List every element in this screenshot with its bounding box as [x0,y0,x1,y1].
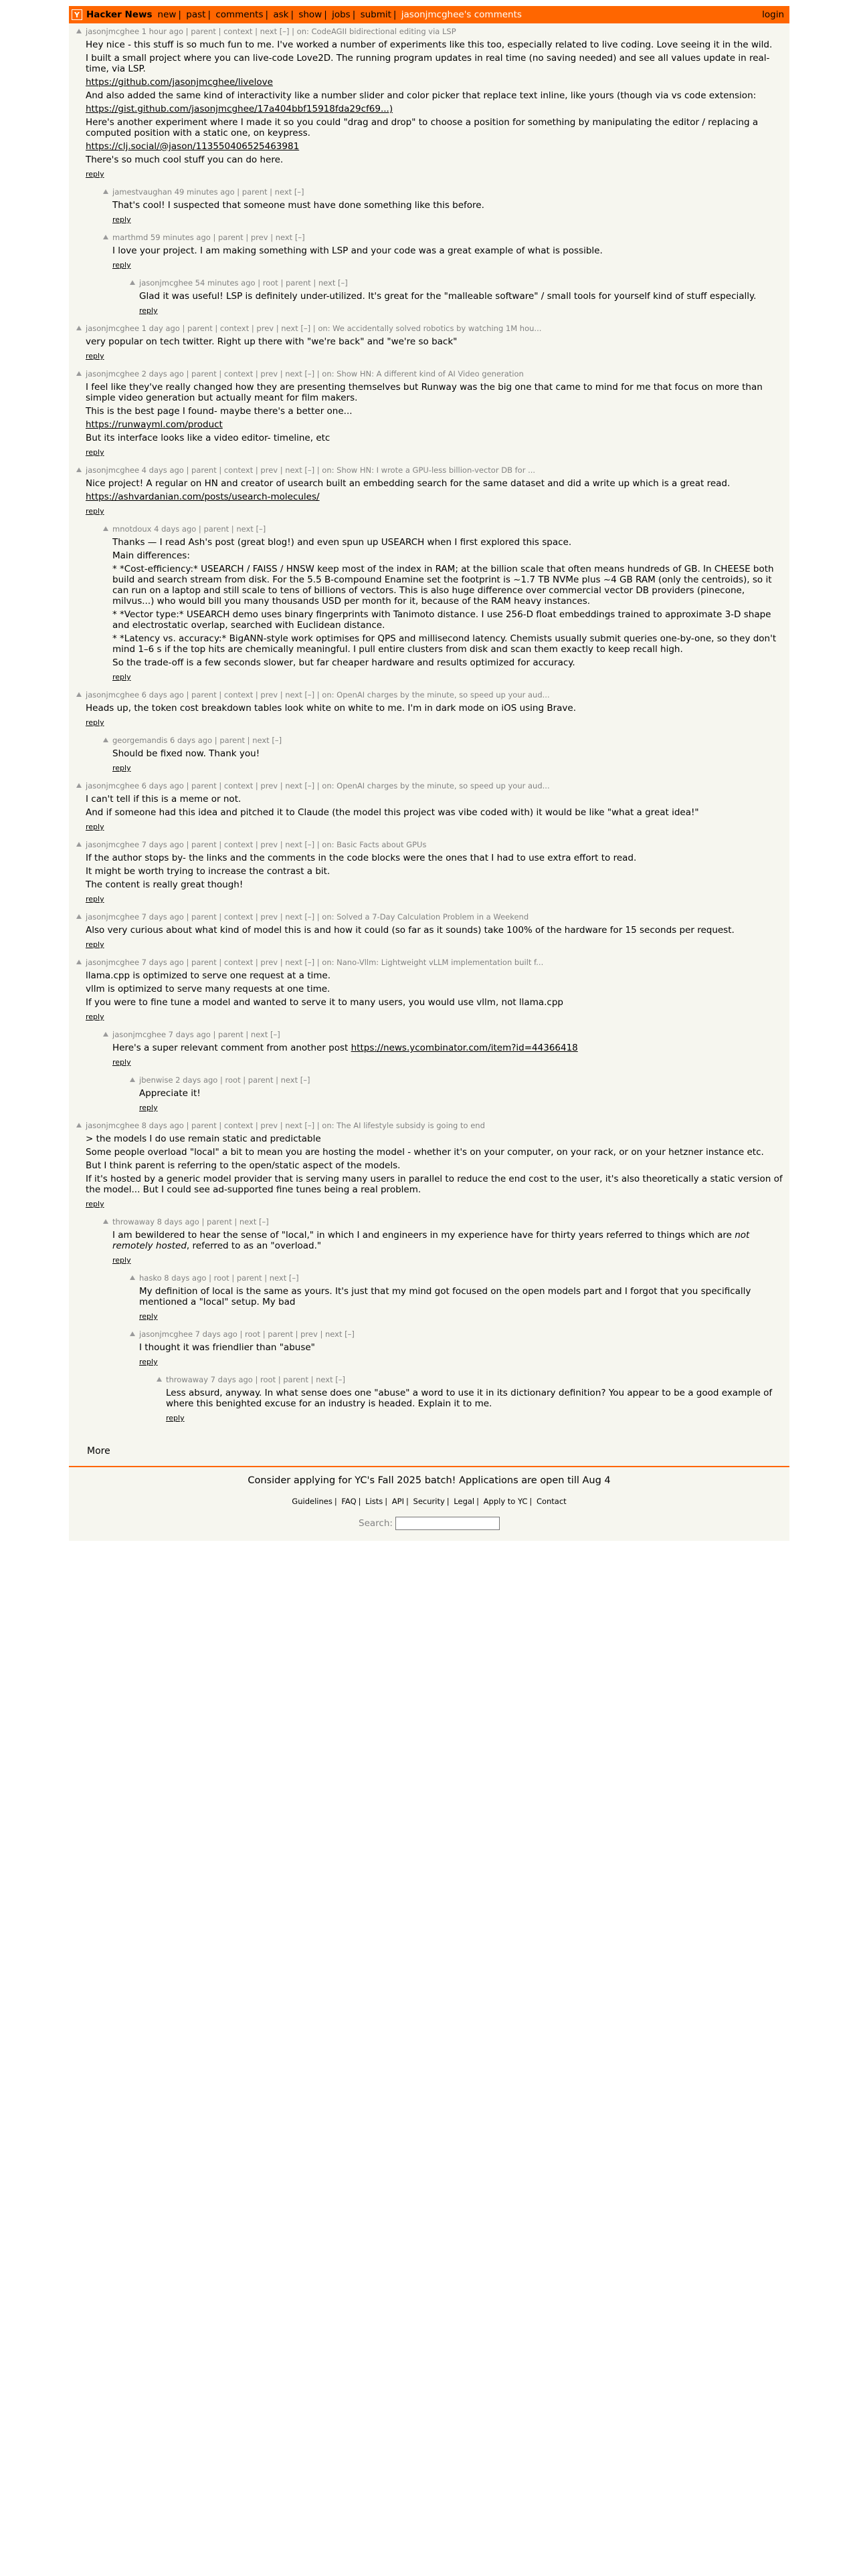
paragraph-text: I can't tell if this is a meme or not. [86,794,242,804]
nav-comments[interactable]: comments [215,9,264,20]
comment [69,912,789,950]
paragraph-text: , referred to as an "overload." [186,1241,322,1251]
comment-text [86,703,784,714]
comment-text [86,1134,784,1195]
external-link[interactable]: https://github.com/jasonjmcghee/livelove [86,77,273,88]
comment-text [112,1230,784,1251]
hn-page [69,6,789,1541]
comment-text [112,537,784,668]
comment [96,736,789,773]
comment-paragraph [86,39,784,50]
comment-link[interactable] [86,77,784,88]
footer-link-apply[interactable]: Apply to YC [483,1497,528,1506]
nav-new[interactable]: new [157,9,177,20]
paragraph-text: There's so much cool stuff you can do here. [86,154,284,165]
paragraph-text: Less absurd, anyway. In what sense does one "abuse" a word to use it in its dictionary definition? You appear to be a good example of where this benighted excuse for an industry is headed. Explain it to me. [166,1388,773,1409]
comment-meta[interactable]: jasonjmcghee 4 days ago | parent | context | prev | next [–] | on: Show HN: I wrote a GPU-less billion-vector DB for ... [86,465,536,475]
external-link[interactable]: https://gist.github.com/jasonjmcghee/17a404bbf15918fda29cf69...) [86,104,393,114]
paragraph-text: Here's a super relevant comment from another post [112,1043,351,1053]
upvote-arrow-icon[interactable] [76,960,82,964]
paragraph-text: Main differences: [112,550,190,561]
comment-text [112,245,784,256]
footer [69,1467,789,1541]
reply-link[interactable]: reply [86,170,104,179]
comment-meta[interactable]: jasonjmcghee 7 days ago | parent | context | prev | next [–] | on: Basic Facts about GPUs [86,840,427,849]
paragraph-text: vllm is optimized to serve many requests at one time. [86,984,330,994]
comment-paragraph [86,866,784,877]
comment-paragraph [86,970,784,981]
comment-paragraph [86,879,784,890]
footer-link-contact[interactable]: Contact [536,1497,567,1506]
comment-meta[interactable]: throwaway 8 days ago | parent | next [–] [112,1217,269,1226]
comment-link[interactable] [86,141,784,152]
comment [149,1375,789,1423]
comment-paragraph [86,1134,784,1144]
comment-paragraph [139,291,784,302]
paragraph-text: very popular on tech twitter. Right up there with "we're back" and "we're so back" [86,336,458,347]
comment-paragraph [166,1388,784,1409]
upvote-arrow-icon[interactable] [76,29,82,33]
reply-link[interactable]: reply [112,1058,131,1067]
top-bar [69,6,789,23]
comment-meta[interactable]: jasonjmcghee 6 days ago | parent | context | prev | next [–] | on: OpenAI charges by the minute, so speed up your aud... [86,781,550,790]
footer-link-security[interactable]: Security [413,1497,445,1506]
reply-link[interactable]: reply [112,1256,131,1265]
comment-text [86,970,784,1008]
more-link[interactable]: More [87,1446,110,1457]
comment-paragraph [86,1174,784,1195]
nav-past[interactable]: past [186,9,206,20]
nav-show[interactable]: show [298,9,322,20]
paragraph-text: > the models I do use remain static and predictable [86,1134,321,1144]
comment-paragraph [86,382,784,403]
comment-text [166,1388,784,1409]
upvote-arrow-icon[interactable] [103,526,108,531]
upvote-arrow-icon[interactable] [76,371,82,376]
comment-paragraph [112,564,784,607]
footer-link-legal[interactable]: Legal [454,1497,475,1506]
comment-meta[interactable]: jasonjmcghee 7 days ago | parent | context | prev | next [–] | on: Solved a 7-Day Calculation Problem in a Weekend [86,912,529,922]
comment-text [86,853,784,890]
paragraph-text: And if someone had this idea and pitched it to Claude (the model this project was vibe coded with) it would be like "what a great idea!" [86,807,699,818]
upvote-arrow-icon[interactable] [76,692,82,697]
comment-paragraph [112,1230,784,1251]
paragraph-text: But I think parent is referring to the open/static aspect of the models. [86,1160,401,1171]
comment-paragraph [86,154,784,165]
comment [96,233,789,270]
comment-list [69,23,789,1436]
comment-paragraph [86,433,784,443]
upvote-arrow-icon[interactable] [103,189,108,194]
comment-paragraph [112,537,784,548]
comment-text [139,1088,784,1099]
comment [69,781,789,832]
footer-link-api[interactable]: API [391,1497,404,1506]
search-label: Search: [359,1518,393,1529]
comment-paragraph [86,117,784,138]
comment-paragraph [139,1088,784,1099]
footer-link-lists[interactable]: Lists [365,1497,383,1506]
comment-paragraph [86,794,784,804]
upvote-arrow-icon[interactable] [76,914,82,919]
comment-paragraph [86,853,784,863]
reply-link[interactable]: reply [112,764,131,772]
comment [122,278,789,316]
comment-meta[interactable]: marthmd 59 minutes ago | parent | prev | next [–] [112,233,305,242]
comment [69,465,789,516]
comment-text [86,925,784,936]
paragraph-text: If the author stops by- the links and the comments in the code blocks were the ones that I had to use extra effort to read. [86,853,637,863]
paragraph-text: Also very curious about what kind of model this is and how it could (so far as it sounds) take 100% of the hardware for 15 seconds per request. [86,925,735,936]
comment [96,524,789,682]
reply-link[interactable]: reply [86,507,104,516]
comment-text [86,794,784,818]
comment-meta[interactable]: jasonjmcghee 2 days ago | parent | context | prev | next [–] | on: Show HN: A different kind of AI Video generation [86,369,524,379]
reply-link[interactable]: reply [86,895,104,903]
comment-text [86,382,784,443]
paragraph-text: If it's hosted by a generic model provider that is serving many users in parallel to reduce the end cost to the user, it's also theoretically a static version of the model... But I could see ad-supported fine tunes being a real problem. [86,1174,783,1195]
external-link[interactable]: https://runwayml.com/product [86,419,223,430]
comment [69,690,789,728]
comment [122,1329,789,1367]
nav-links: new | past | comments | ask | show | jobs | submit | jasonjmcghee's comments [157,9,522,20]
reply-link[interactable]: reply [86,823,104,831]
comment-paragraph [86,1160,784,1171]
comment-paragraph [112,245,784,256]
paragraph-text: I built a small project where you can live-code Love2D. The running program updates in real time (no saving needed) and see all values update in real-time, via LSP. [86,53,770,74]
upvote-arrow-icon[interactable] [103,235,108,239]
paragraph-text: Appreciate it! [139,1088,201,1099]
upvote-arrow-icon[interactable] [76,326,82,330]
comment-meta[interactable]: jasonjmcghee 7 days ago | parent | next [–] [112,1030,280,1039]
comment [96,1030,789,1067]
paragraph-text: * *Vector type:* USEARCH demo uses binary fingerprints with Tanimoto distance. I use 256-D float embeddings trained to approximate 3-D shape and electrostatic overlap, searched with Euclidean distance. [112,609,771,631]
comment-meta[interactable]: jasonjmcghee 1 hour ago | parent | context | next [–] | on: CodeAGII bidirectional editing via LSP [86,27,456,36]
paragraph-text: * *Latency vs. accuracy:* BigANN-style work optimises for QPS and millisecond latency. Chemists usually submit queries one-by-one, so they don't mind 1–6 s if the top hits are chemically meaningful. I pull entire clusters from disk and scan them exactly to keep recall high. [112,633,777,655]
upvote-arrow-icon[interactable] [130,1077,135,1082]
comment-text [112,200,784,211]
nav-ask[interactable]: ask [273,9,289,20]
comment-link[interactable] [86,104,784,114]
paragraph-text: * *Cost-efficiency:* USEARCH / FAISS / HNSW keep most of the index in RAM; at the billion scale that often means hundreds of GB. In CHEESE both build and search stream from disk. For the 5.5 B-compound Enamine set the footprint is ~1.7 TB NVMe plus ~4 GB RAM (only the centroids), so it can run on a laptop and still scale to tens of billions of vectors. This is also huge difference over commercial vector DB providers (pinecone, milvus...) who would bill you many thousands USD per month for it, because of the RAM heavy instances. [112,564,774,607]
comment [69,840,789,904]
comment [96,187,789,225]
comment-link[interactable] [86,492,784,502]
reply-link[interactable]: reply [86,1200,104,1208]
comment-paragraph [86,406,784,417]
upvote-arrow-icon[interactable] [76,1123,82,1128]
paragraph-text: Nice project! A regular on HN and creator of usearch built an embedding search for the same dataset and did a write up which is a great read. [86,478,731,489]
paragraph-text: This is the best page I found- maybe there's a better one... [86,406,353,417]
nav-jobs[interactable]: jobs [332,9,351,20]
reply-link[interactable]: reply [112,673,131,681]
upvote-arrow-icon[interactable] [157,1377,162,1382]
comment-meta[interactable]: jasonjmcghee 6 days ago | parent | context | prev | next [–] | on: OpenAI charges by the minute, so speed up your aud... [86,690,550,700]
login-link[interactable]: login [762,9,784,20]
search-form [69,1517,789,1530]
yc-apply-banner[interactable]: Consider applying for YC's Fall 2025 batch! Applications are open till Aug 4 [248,1475,611,1486]
comment [122,1075,789,1113]
comment-paragraph [112,550,784,561]
search-input[interactable] [395,1517,500,1530]
paragraph-text: Should be fixed now. Thank you! [112,748,260,759]
upvote-arrow-icon[interactable] [76,467,82,472]
paragraph-text: llama.cpp is optimized to serve one request at a time. [86,970,330,981]
comment [69,369,789,457]
emphasis-text: not remotely hosted [112,1230,750,1251]
upvote-arrow-icon[interactable] [76,842,82,847]
reply-link[interactable]: reply [139,1358,158,1366]
paragraph-text: I thought it was friendlier than "abuse" [139,1342,315,1353]
comment-paragraph [86,703,784,714]
comment [122,1273,789,1321]
paragraph-text: That's cool! I suspected that someone must have done something like this before. [112,200,484,211]
comment [96,1217,789,1265]
comment-text [112,748,784,759]
footer-links: Guidelines | FAQ | Lists | API | Security | Legal | Apply to YC | Contact [292,1497,567,1506]
comment-paragraph [86,478,784,489]
reply-link[interactable]: reply [139,1103,158,1112]
comment-paragraph [86,984,784,994]
upvote-arrow-icon[interactable] [103,738,108,742]
paragraph-text: Heads up, the token cost breakdown tables look white on white to me. I'm in dark mode on iOS using Brave. [86,703,577,714]
comment-paragraph [112,748,784,759]
upvote-arrow-icon[interactable] [103,1219,108,1224]
paragraph-text: Some people overload "local" a bit to mean you are hosting the model - whether it's on your computer, on your rack, or on your hetzner instance etc. [86,1147,764,1158]
upvote-arrow-icon[interactable] [103,1032,108,1037]
comment-paragraph [86,1147,784,1158]
reply-link[interactable]: reply [86,352,104,360]
comment-text [86,478,784,502]
comment-paragraph [86,90,784,101]
reply-link[interactable]: reply [139,1312,158,1321]
comment [69,1121,789,1209]
comment-meta[interactable]: jbenwise 2 days ago | root | parent | next [–] [139,1075,310,1085]
comment-meta[interactable]: jasonjmcghee 54 minutes ago | root | parent | next [–] [139,278,348,288]
footer-link-faq[interactable]: FAQ [341,1497,357,1506]
comment-meta[interactable]: georgemandis 6 days ago | parent | next [–] [112,736,282,745]
comment-text [86,336,784,347]
reply-link[interactable]: reply [112,215,131,224]
external-link[interactable]: https://ashvardanian.com/posts/usearch-molecules/ [86,492,320,502]
comment-paragraph [139,1286,784,1307]
comment-text [139,1286,784,1307]
paragraph-text: If you were to fine tune a model and wanted to serve it to many users, you would use vllm, not llama.cpp [86,997,563,1008]
paragraph-text: Thanks — I read Ash's post (great blog!) and even spun up USEARCH when I first explored this space. [112,537,572,548]
comment-paragraph [112,1043,784,1053]
paragraph-text: It might be worth trying to increase the contrast a bit. [86,866,330,877]
comment-paragraph [86,336,784,347]
comment-paragraph [86,807,784,818]
comment-paragraph [112,609,784,631]
comment-paragraph [112,633,784,655]
external-link[interactable]: https://news.ycombinator.com/item?id=44366418 [351,1043,578,1053]
comment-paragraph [86,925,784,936]
comment-meta[interactable]: throwaway 7 days ago | root | parent | next [–] [166,1375,345,1384]
paragraph-text: I am bewildered to hear the sense of "local," in which I and engineers in my experience have for thirty years referred to things which are [112,1230,735,1241]
comment-text [86,39,784,165]
paragraph-text: Here's another experiment where I made it so you could "drag and drop" to choose a position for something by manipulating the editor / replacing a computed position with a static one, on keypress. [86,117,759,138]
comment-meta[interactable]: mnotdoux 4 days ago | parent | next [–] [112,524,266,534]
reply-link[interactable]: reply [86,940,104,949]
paragraph-text: I feel like they've really changed how they are presenting themselves but Runway was the big one that came to mind for me that focus on more than simple video generation but actually meant for film makers. [86,382,763,403]
reply-link[interactable]: reply [139,306,158,315]
paragraph-text: My definition of local is the same as yours. It's just that my mind got focused on the open models part and I forgot that you specifically mentioned a "local" setup. My bad [139,1286,751,1307]
y-logo-icon[interactable]: Y [72,9,82,20]
comment-meta[interactable]: jasonjmcghee 8 days ago | parent | context | prev | next [–] | on: The AI lifestyle subsidy is going to end [86,1121,485,1130]
reply-link[interactable]: reply [166,1414,185,1422]
paragraph-text: And also added the same kind of interactivity like a number slider and color picker that replace text inline, like yours (though via vs code extension: [86,90,757,101]
reply-link[interactable]: reply [86,718,104,727]
comment [69,324,789,361]
comment-meta[interactable]: jamestvaughan 49 minutes ago | parent | next [–] [112,187,304,197]
comment-link[interactable] [86,419,784,430]
paragraph-text: I love your project. I am making something with LSP and your code was a great example of what is possible. [112,245,603,256]
paragraph-text: So the trade-off is a few seconds slower, but far cheaper hardware and results optimized for accuracy. [112,657,575,668]
comment-text [112,1043,784,1053]
comment-paragraph [112,200,784,211]
upvote-arrow-icon[interactable] [130,1275,135,1280]
comment-text [139,291,784,302]
paragraph-text: Hey nice - this stuff is so much fun to me. I've worked a number of experiments like this too, especially related to live coding. Love seeing it in the wild. [86,39,773,50]
paragraph-text: Glad it was useful! LSP is definitely under-utilized. It's great for the "malleable software" / small tools for yourself kind of stuff especially. [139,291,757,302]
comment-meta[interactable]: jasonjmcghee 7 days ago | parent | context | prev | next [–] | on: Nano-Vllm: Lightweight vLLM implementation built f... [86,958,544,967]
reply-link[interactable]: reply [112,261,131,270]
upvote-arrow-icon[interactable] [76,783,82,788]
site-name-link[interactable]: Hacker News [86,9,153,20]
reply-link[interactable]: reply [86,1012,104,1021]
comment-paragraph [139,1342,784,1353]
comment-paragraph [86,997,784,1008]
upvote-arrow-icon[interactable] [130,1331,135,1336]
paragraph-text: The content is really great though! [86,879,244,890]
reply-link[interactable]: reply [86,448,104,457]
comment [69,27,789,179]
external-link[interactable]: https://clj.social/@jason/113550406525463981 [86,141,300,152]
current-page-title: jasonjmcghee's comments [401,9,522,20]
comment-meta[interactable]: hasko 8 days ago | root | parent | next [–] [139,1273,299,1283]
comment [69,958,789,1022]
paragraph-text: But its interface looks like a video editor- timeline, etc [86,433,330,443]
nav-submit[interactable]: submit [360,9,391,20]
upvote-arrow-icon[interactable] [130,280,135,285]
comment-meta[interactable]: jasonjmcghee 1 day ago | parent | context | prev | next [–] | on: We accidentally solved robotics by watching 1M hou... [86,324,542,333]
comment-text [139,1342,784,1353]
comment-paragraph [112,657,784,668]
footer-link-guidelines[interactable]: Guidelines [292,1497,332,1506]
comment-meta[interactable]: jasonjmcghee 7 days ago | root | parent | prev | next [–] [139,1329,355,1339]
comment-paragraph [86,53,784,74]
